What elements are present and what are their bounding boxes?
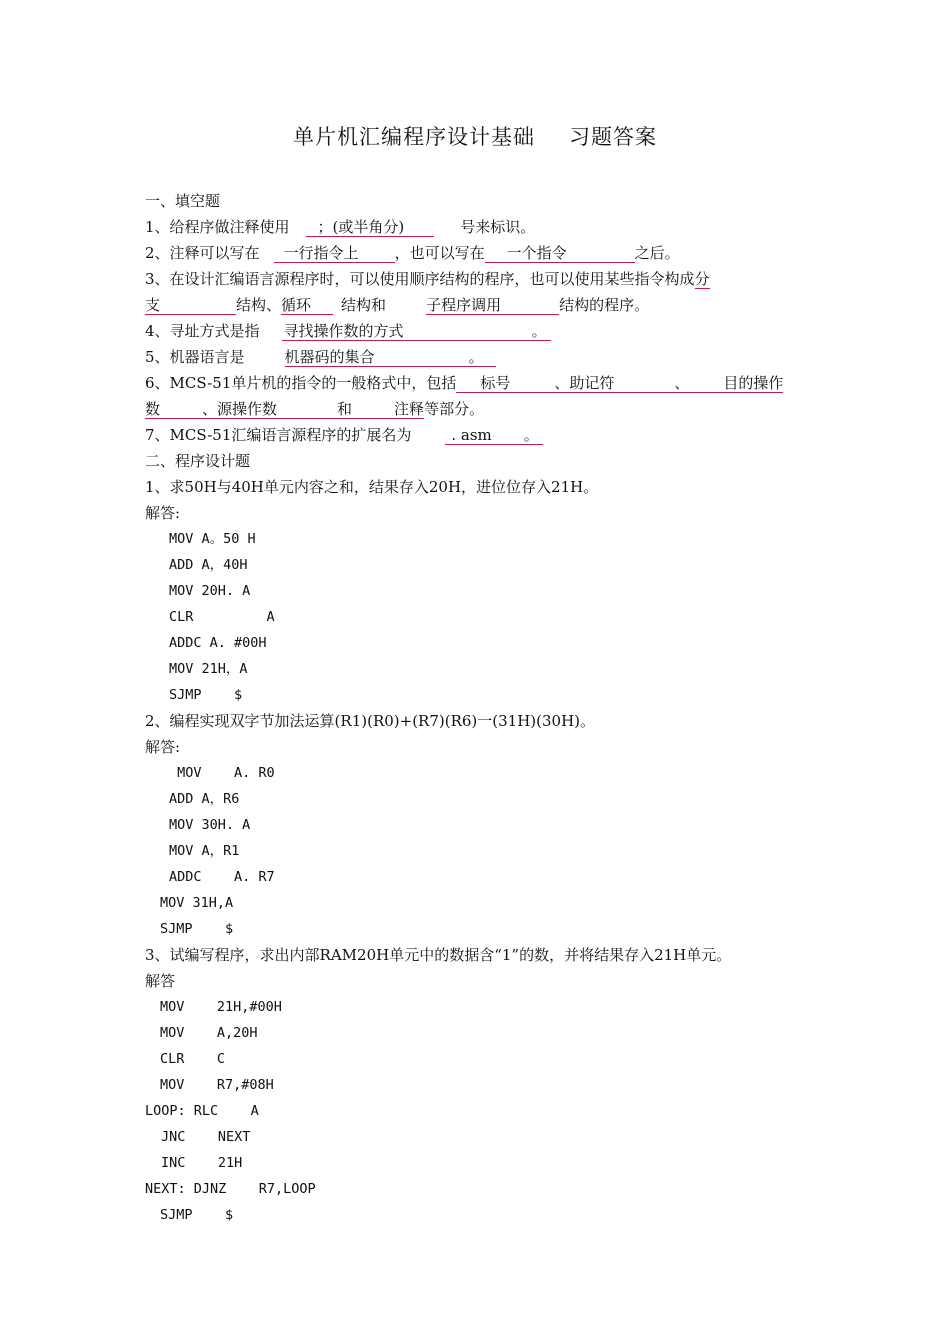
q1-suffix: 号来标识。 (460, 218, 536, 236)
question-5 (145, 344, 810, 370)
problem-3-answer-label: 解答 (145, 972, 176, 990)
code-line: NEXT: DJNZ R7,LOOP (145, 1181, 316, 1197)
q6-answer-source: 、源操作数 (202, 400, 337, 419)
q2-prefix: 2、注释可以写在 (145, 244, 260, 262)
code-line: ADD A，40H (169, 557, 248, 573)
page-title (0, 121, 950, 151)
q3-answer-1b: 支 (145, 296, 236, 315)
code-line: MOV 20H. A (169, 583, 251, 599)
q7-prefix: 7、MCS-51汇编语言源程序的扩展名为 (145, 426, 412, 444)
q6-answer-3: 注释 (394, 400, 425, 418)
q3-answer-1a: 分 (694, 270, 710, 288)
q2-answer-2: 一个指令 (485, 244, 635, 263)
document-body (145, 188, 810, 1228)
q3-answer-2: 循环 (281, 296, 333, 315)
code-line: MOV A,20H (160, 1025, 258, 1041)
q5-prefix: 5、机器语言是 (145, 348, 245, 366)
q3-middle-1: 结构、 (236, 296, 282, 314)
question-2 (145, 240, 810, 266)
question-7 (145, 422, 810, 448)
question-3-line1 (145, 266, 810, 292)
q2-suffix: 之后。 (634, 244, 680, 262)
problem-2-question: 2、编程实现双字节加法运算(R1)(R0)+(R7)(R6)一(31H)(30H)。 (145, 712, 596, 730)
code-line: LOOP: RLC A (145, 1103, 259, 1119)
question-6-line1 (145, 370, 810, 396)
section2-heading: 二、程序设计题 (145, 452, 251, 470)
q6-answer-2b: 数 (145, 400, 202, 419)
q5-answer: 机器码的集合 。 (285, 348, 496, 367)
q7-answer: . asm 。 (445, 426, 542, 445)
code-line: JNC NEXT (161, 1129, 251, 1145)
code-line: CLR C (160, 1051, 226, 1067)
q6-answer-2a: 目的操作 (723, 374, 784, 392)
q3-answer-3: 子程序调用 (426, 296, 559, 315)
problem-2-answer-label: 解答: (145, 738, 181, 756)
code-line: MOV A. R0 (169, 765, 275, 781)
title-main: 单片机汇编程序设计基础 (293, 125, 535, 149)
q6-separator-1: 、助记符 (554, 374, 674, 393)
q1-prefix: 1、给程序做注释使用 (145, 218, 290, 236)
code-line: SJMP $ (160, 921, 234, 937)
q2-middle: ，也可以写在 (394, 244, 485, 262)
question-1 (145, 214, 810, 240)
code-line: MOV 30H. A (169, 817, 251, 833)
q7-suffix: 。 (523, 426, 539, 444)
q2-answer-1: 一行指令上 (274, 244, 395, 263)
q4-suffix: 。 (531, 322, 547, 340)
code-line: CLR A (169, 609, 275, 625)
q6-and: 和 (337, 400, 394, 419)
code-line: MOV R7,#08H (160, 1077, 274, 1093)
problem-3-question: 3、试编写程序，求出内部RAM20H单元中的数据含“1”的数，并将结果存入21H单元。 (145, 946, 732, 964)
q1-answer: ；(或半角分) (306, 218, 435, 237)
code-line: MOV 31H,A (160, 895, 234, 911)
problem-1-answer-label: 解答: (145, 504, 181, 522)
code-line: ADD A，R6 (169, 791, 240, 807)
question-4 (145, 318, 810, 344)
q3-suffix: 结构的程序。 (559, 296, 650, 314)
q6-suffix: 等部分。 (424, 400, 485, 418)
q3-prefix: 3、在设计汇编语言源程序时，可以使用顺序结构的程序，也可以使用某些指令构成 (145, 270, 695, 288)
q4-answer: 寻找操作数的方式 。 (282, 322, 551, 341)
q5-suffix: 。 (468, 348, 484, 366)
title-sub: 习题答案 (569, 125, 657, 149)
question-6-line2 (145, 396, 810, 422)
q3-middle-2: 结构和 (341, 296, 387, 314)
q6-separator-2: 、 (674, 374, 723, 393)
code-line: MOV 21H,#00H (160, 999, 282, 1015)
problem-1-question: 1、求50H与40H单元内容之和，结果存入20H，进位位存入21H。 (145, 478, 599, 496)
q4-prefix: 4、寻址方式是指 (145, 322, 260, 340)
q6-answer-1: 标号 (456, 374, 554, 393)
code-line: MOV A，R1 (169, 843, 240, 859)
code-line: MOV A。50 H (169, 531, 256, 547)
section1-heading: 一、填空题 (145, 192, 221, 210)
code-line: SJMP $ (169, 687, 243, 703)
code-line: INC 21H (161, 1155, 243, 1171)
code-line: MOV 21H，A (169, 661, 248, 677)
code-line: ADDC A. R7 (169, 869, 275, 885)
q6-prefix: 6、MCS-51单片机的指令的一般格式中，包括 (145, 374, 457, 392)
question-3-line2 (145, 292, 810, 318)
code-line: SJMP $ (160, 1207, 234, 1223)
code-line: ADDC A. #00H (169, 635, 267, 651)
